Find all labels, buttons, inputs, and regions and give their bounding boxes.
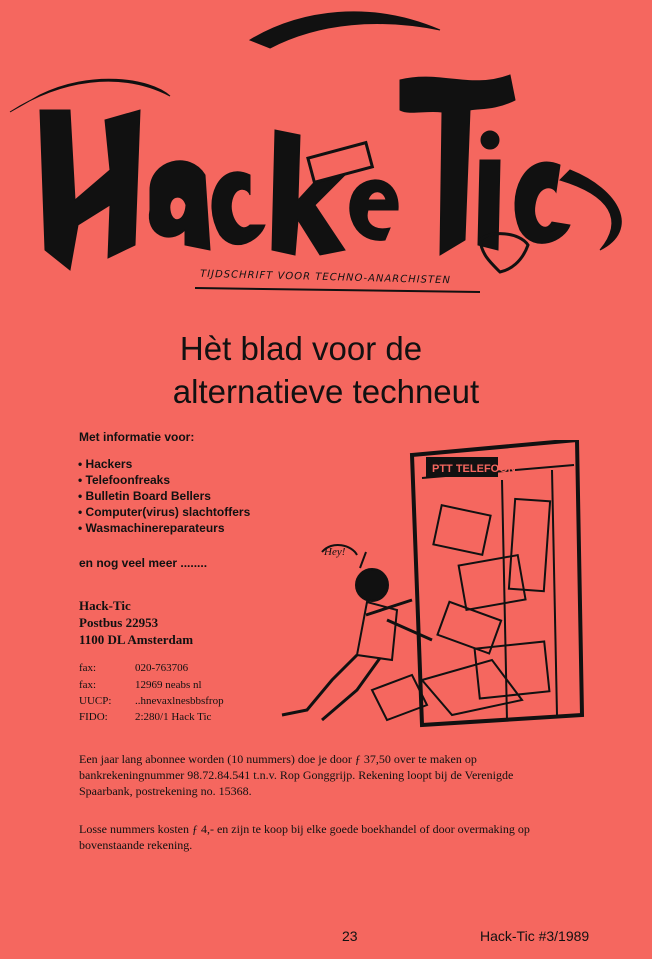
headline-line-2: alternatieve techneut bbox=[172, 373, 480, 410]
hacktic-logo bbox=[0, 0, 652, 300]
single-issues-paragraph: Losse nummers kosten ƒ 4,- en zijn te koop bij elke goede boekhandel of door overmaking op bovenstaande rekening. bbox=[79, 822, 530, 852]
contact-value: 12969 neabs nl bbox=[135, 679, 202, 691]
masthead-tagline: TIJDSCHRIFT VOOR TECHNO-ANARCHISTEN bbox=[199, 268, 452, 287]
contact-label: fax: bbox=[79, 662, 97, 674]
intro-text: Met informatie voor: bbox=[79, 430, 195, 444]
phone-booth-illustration bbox=[262, 440, 592, 730]
contact-row bbox=[79, 695, 279, 707]
booth-sign: PTT TELEFOON bbox=[432, 463, 516, 475]
contact-row bbox=[79, 679, 279, 691]
contact-value: 2:280/1 Hack Tic bbox=[135, 711, 212, 723]
list-item: • Computer(virus) slachtoffers bbox=[78, 504, 250, 520]
list-item: • Bulletin Board Bellers bbox=[78, 488, 250, 504]
list-item: • Wasmachinereparateurs bbox=[78, 520, 250, 536]
subscription-paragraph: Een jaar lang abonnee worden (10 nummers) doe je door ƒ 37,50 over te maken op bankrekeningnummer 98.72.84.541 t.n.v. Rop Gonggrijp. Rekening loopt bij de Verenigde Spaarbank, postrekening no. 15368. bbox=[79, 752, 514, 798]
contact-row bbox=[79, 662, 279, 674]
audience-list bbox=[78, 456, 250, 536]
headline-line-1: Hèt blad voor de bbox=[179, 330, 423, 367]
footer-issue: Hack-Tic #3/1989 bbox=[480, 928, 590, 944]
contact-row bbox=[79, 711, 279, 723]
exclamation-text: Hey! bbox=[324, 546, 346, 558]
list-item: • Hackers bbox=[78, 456, 250, 472]
contact-value: 020-763706 bbox=[135, 662, 189, 674]
address-name: Hack-Tic bbox=[79, 598, 131, 613]
list-item: • Telefoonfreaks bbox=[78, 472, 250, 488]
contact-value: ..hnevaxlnesbbsfrop bbox=[135, 695, 224, 707]
contact-label: FIDO: bbox=[79, 711, 108, 723]
more-text: en nog veel meer ........ bbox=[79, 556, 208, 570]
contact-label: fax: bbox=[79, 679, 97, 691]
contact-label: UUCP: bbox=[79, 695, 112, 707]
address-box: Postbus 22953 bbox=[79, 615, 159, 630]
page-number: 23 bbox=[342, 928, 358, 944]
address-city: 1100 DL Amsterdam bbox=[79, 632, 194, 647]
